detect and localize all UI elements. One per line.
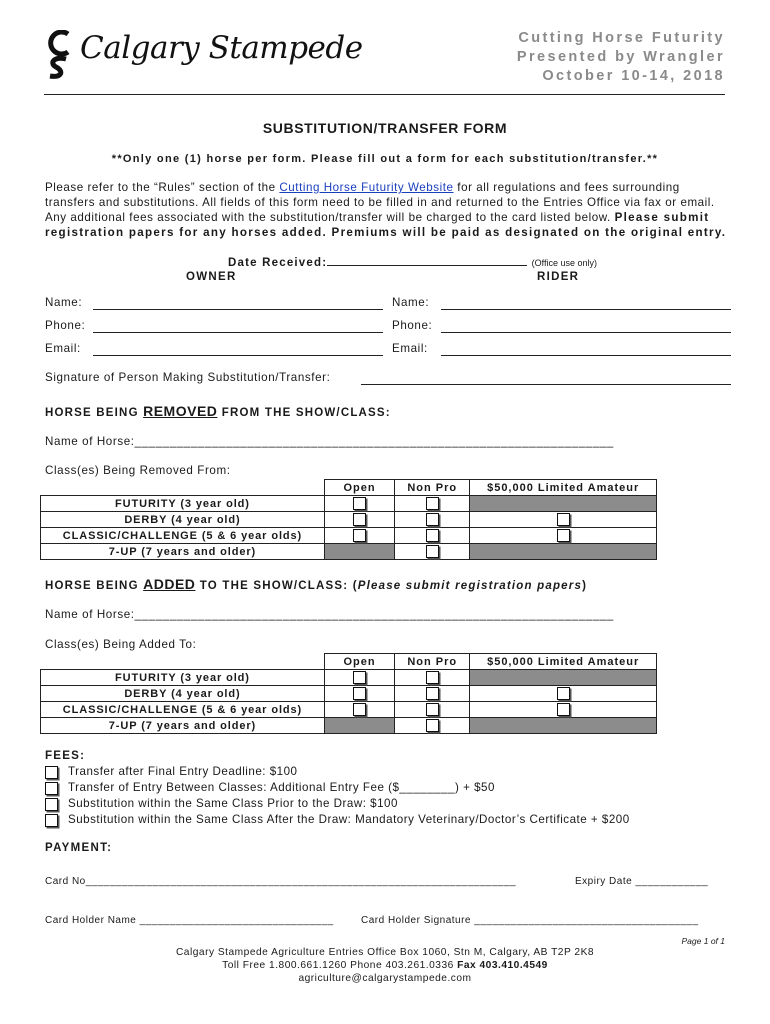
added-class-checkbox[interactable]: [557, 703, 570, 716]
added-class-checkbox[interactable]: [426, 687, 439, 700]
class-option-cell: [395, 512, 470, 528]
owner-name-label: Name:: [45, 296, 83, 309]
office-use-note: (Office use only): [531, 258, 598, 268]
unavailable-cell: [470, 544, 657, 560]
card-number-field[interactable]: Card No_______________________________________________________________________: [45, 876, 517, 887]
fee-option: [45, 764, 630, 780]
class-option-cell: [324, 496, 394, 512]
rider-phone-field[interactable]: [441, 332, 731, 333]
removed-class-table: [40, 479, 657, 560]
class-label: FUTURITY (3 year old): [41, 496, 325, 512]
fee-label: Substitution within the Same Class Prior to the Draw: $100: [68, 797, 398, 810]
removed-class-checkbox[interactable]: [353, 529, 366, 542]
added-class-checkbox[interactable]: [353, 687, 366, 700]
rider-name-field[interactable]: [441, 309, 731, 310]
class-row: [41, 718, 657, 734]
owner-phone-field[interactable]: [93, 332, 383, 333]
unavailable-cell: [324, 544, 394, 560]
fee-option: [45, 812, 630, 828]
rider-email-label: Email:: [392, 342, 428, 355]
fee-option: [45, 780, 630, 796]
removed-class-checkbox[interactable]: [426, 497, 439, 510]
event-header: [517, 29, 725, 86]
added-heading-post: TO THE SHOW/CLASS: (: [195, 580, 358, 592]
date-received: [228, 256, 597, 269]
header-spacer: [41, 480, 325, 496]
class-option-cell: [324, 670, 394, 686]
added-class-checkbox[interactable]: [426, 671, 439, 684]
unavailable-cell: [324, 718, 394, 734]
column-header: Non Pro: [395, 480, 470, 496]
fee-label: Transfer of Entry Between Classes: Additional Entry Fee ($________) + $50: [68, 781, 495, 794]
added-heading-close: ): [582, 580, 588, 592]
fee-label: Transfer after Final Entry Deadline: $100: [68, 765, 298, 778]
event-dates: October 10-14, 2018: [542, 68, 725, 84]
rider-name-label: Name:: [392, 296, 430, 309]
added-heading-italic: Please submit registration papers: [357, 580, 583, 592]
added-classes-label: Class(es) Being Added To:: [45, 638, 197, 651]
added-heading: [45, 576, 587, 592]
added-class-checkbox[interactable]: [353, 671, 366, 684]
class-label: DERBY (4 year old): [41, 686, 325, 702]
unavailable-cell: [470, 670, 657, 686]
website-link[interactable]: Cutting Horse Futurity Website: [279, 181, 454, 194]
class-label: 7-UP (7 years and older): [41, 544, 325, 560]
class-table-header: [41, 654, 657, 670]
added-heading-pre: HORSE BEING: [45, 580, 144, 592]
intro-text-cont: for all regulations and fees surrounding transfers and substitutions. All fields of this form need to be filled in and returned to the Entries Office via fax or email. Any additional fees associated with the substitution/transfer will be charged to the card listed below.: [45, 181, 715, 224]
card-holder-name-field[interactable]: Card Holder Name ________________________________: [45, 915, 334, 926]
fees-section: [45, 748, 630, 828]
cs-monogram-logo: [44, 30, 72, 80]
added-class-checkbox[interactable]: [426, 703, 439, 716]
class-option-cell: [395, 496, 470, 512]
class-option-cell: [470, 528, 657, 544]
column-header: Non Pro: [395, 654, 470, 670]
removed-heading-key: REMOVED: [143, 403, 218, 419]
class-table-header: [41, 480, 657, 496]
intro-text: Please refer to the “Rules” section of the: [45, 181, 280, 194]
removed-heading-pre: HORSE BEING: [45, 407, 144, 419]
removed-heading-post: FROM THE SHOW/CLASS:: [217, 407, 391, 419]
intro-paragraph: [45, 180, 729, 240]
owner-email-field[interactable]: [93, 355, 383, 356]
class-option-cell: [470, 702, 657, 718]
class-label: CLASSIC/CHALLENGE (5 & 6 year olds): [41, 702, 325, 718]
fee-label: Substitution within the Same Class After the Draw: Mandatory Veterinary/Doctor’s Certificate + $200: [68, 813, 630, 826]
page-number: Page 1 of 1: [681, 936, 725, 946]
removed-class-checkbox[interactable]: [557, 529, 570, 542]
rider-phone-label: Phone:: [392, 319, 433, 332]
class-option-cell: [395, 702, 470, 718]
class-option-cell: [395, 718, 470, 734]
class-row: [41, 686, 657, 702]
footer-phone: Toll Free 1.800.661.1260 Phone 403.261.0336: [222, 960, 458, 971]
fee-option: [45, 796, 630, 812]
added-class-checkbox[interactable]: [353, 703, 366, 716]
event-title: Cutting Horse Futurity: [518, 30, 725, 46]
fees-heading: FEES:: [45, 749, 86, 762]
header-spacer: [41, 654, 325, 670]
class-option-cell: [324, 686, 394, 702]
class-label: DERBY (4 year old): [41, 512, 325, 528]
event-sponsor: Presented by Wrangler: [516, 49, 725, 65]
owner-email-label: Email:: [45, 342, 81, 355]
footer-fax: Fax 403.410.4549: [457, 960, 548, 971]
column-header: Open: [324, 654, 394, 670]
class-row: [41, 544, 657, 560]
added-heading-key: ADDED: [143, 576, 196, 592]
rider-email-field[interactable]: [441, 355, 731, 356]
class-option-cell: [324, 512, 394, 528]
footer-phones: [0, 959, 770, 972]
calgary-stampede-logo: Calgary Stampede: [80, 30, 363, 66]
fee-checkbox[interactable]: [45, 766, 58, 779]
added-class-table: [40, 653, 657, 734]
footer-email: agriculture@calgarystampede.com: [298, 973, 472, 984]
intro-bold-note: Please submit registration papers for any horses added. Premiums will be paid as designated on the original entry.: [45, 211, 727, 239]
class-option-cell: [324, 702, 394, 718]
class-option-cell: [470, 686, 657, 702]
owner-heading: OWNER: [186, 271, 237, 283]
removed-class-checkbox[interactable]: [557, 513, 570, 526]
class-label: CLASSIC/CHALLENGE (5 & 6 year olds): [41, 528, 325, 544]
footer-address: Calgary Stampede Agriculture Entries Office Box 1060, Stn M, Calgary, AB T2P 2K8: [175, 947, 595, 958]
class-row: [41, 512, 657, 528]
unavailable-cell: [470, 718, 657, 734]
class-option-cell: [324, 528, 394, 544]
class-option-cell: [470, 512, 657, 528]
rider-heading: RIDER: [537, 271, 580, 283]
column-header: $50,000 Limited Amateur: [470, 480, 657, 496]
date-received-label: Date Received:: [228, 257, 328, 269]
fee-checkbox[interactable]: [45, 782, 58, 795]
card-holder-signature-field[interactable]: Card Holder Signature _____________________________________: [361, 915, 699, 926]
header-divider: [44, 94, 725, 95]
class-label: 7-UP (7 years and older): [41, 718, 325, 734]
class-option-cell: [395, 670, 470, 686]
removed-class-checkbox[interactable]: [426, 545, 439, 558]
owner-phone-label: Phone:: [45, 319, 86, 332]
removed-heading: [45, 403, 391, 419]
class-row: [41, 702, 657, 718]
column-header: $50,000 Limited Amateur: [470, 654, 657, 670]
owner-name-field[interactable]: [93, 309, 383, 310]
removed-class-checkbox[interactable]: [353, 513, 366, 526]
class-label: FUTURITY (3 year old): [41, 670, 325, 686]
removed-class-checkbox[interactable]: [426, 513, 439, 526]
unavailable-cell: [470, 496, 657, 512]
payment-heading: PAYMENT:: [45, 842, 113, 854]
removed-class-checkbox[interactable]: [353, 497, 366, 510]
fee-checkbox[interactable]: [45, 798, 58, 811]
class-row: [41, 496, 657, 512]
added-class-checkbox[interactable]: [426, 719, 439, 732]
form-title: SUBSTITUTION/TRANSFER FORM: [262, 120, 508, 136]
signature-label: Signature of Person Making Substitution/Transfer:: [45, 371, 331, 384]
footer: [0, 946, 770, 985]
column-header: Open: [324, 480, 394, 496]
signature-field[interactable]: [361, 384, 731, 385]
class-option-cell: [395, 544, 470, 560]
class-row: [41, 670, 657, 686]
class-row: [41, 528, 657, 544]
class-option-cell: [395, 528, 470, 544]
date-received-field[interactable]: [327, 256, 527, 266]
added-horse-name-field[interactable]: Name of Horse:____________________________________________________________________: [45, 608, 614, 621]
removed-classes-label: Class(es) Being Removed From:: [45, 464, 231, 477]
removed-class-checkbox[interactable]: [426, 529, 439, 542]
class-option-cell: [395, 686, 470, 702]
expiry-date-field[interactable]: Expiry Date ____________: [575, 876, 709, 887]
added-class-checkbox[interactable]: [557, 687, 570, 700]
fee-checkbox[interactable]: [45, 814, 58, 827]
form-notice: **Only one (1) horse per form. Please fill out a form for each substitution/transfer.**: [111, 153, 659, 165]
removed-horse-name-field[interactable]: Name of Horse:____________________________________________________________________: [45, 435, 614, 448]
